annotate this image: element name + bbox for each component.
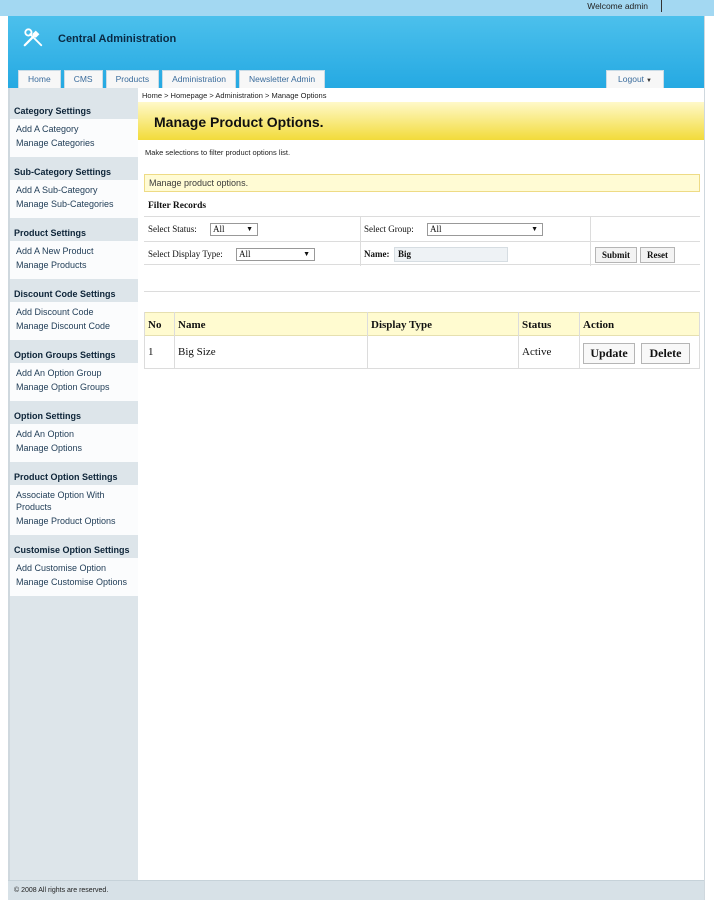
info-text: Manage product options. (149, 178, 249, 188)
filter-panel (144, 192, 700, 268)
sidebar-section-discount (10, 285, 138, 340)
tools-icon (22, 26, 44, 48)
dropdown-arrow-icon: ▼ (531, 225, 538, 233)
column-divider (174, 312, 175, 369)
update-button[interactable]: Update (583, 343, 635, 364)
filter-title: Filter Records (148, 201, 207, 211)
cell-no: 1 (148, 346, 154, 358)
top-strip (0, 0, 714, 16)
sidebar-link-manage-options[interactable]: Manage Options (16, 443, 83, 453)
sidebar-link-manage-discount-code[interactable]: Manage Discount Code (16, 321, 111, 331)
results-table (144, 312, 700, 369)
reset-button[interactable]: Reset (640, 247, 675, 263)
name-label: Name: (364, 249, 390, 259)
column-divider (144, 312, 145, 369)
status-select[interactable] (210, 223, 258, 236)
sidebar-heading: Sub-Category Settings (10, 163, 138, 180)
table-header (144, 312, 700, 336)
app-title: Central Administration (58, 33, 177, 45)
group-select-value: All (430, 224, 442, 234)
column-divider (590, 242, 591, 266)
caret-down-icon: ▼ (646, 78, 652, 84)
info-box (144, 174, 700, 192)
sidebar-section-customise-option (10, 541, 138, 596)
tab-home[interactable]: Home (18, 70, 61, 88)
sidebar-section-product (10, 224, 138, 279)
logout-button[interactable] (606, 70, 664, 88)
group-select[interactable] (427, 223, 543, 236)
sidebar-link-add-option-group[interactable]: Add An Option Group (16, 368, 102, 378)
filter-row (144, 241, 700, 265)
column-divider (579, 312, 580, 369)
tab-cms[interactable]: CMS (64, 70, 103, 88)
status-label: Select Status: (148, 224, 197, 234)
frame-border-right (704, 16, 705, 900)
submit-button[interactable]: Submit (595, 247, 637, 263)
sidebar-link-add-category[interactable]: Add A Category (16, 124, 79, 134)
main-tabs (18, 70, 325, 88)
section-divider (144, 291, 700, 292)
column-divider (518, 312, 519, 369)
copyright-text: © 2008 All rights are reserved. (14, 887, 109, 894)
sidebar-link-manage-sub-categories[interactable]: Manage Sub-Categories (16, 199, 114, 209)
sidebar-heading: Category Settings (10, 88, 138, 119)
table-row (144, 336, 700, 369)
welcome-text: Welcome admin (587, 1, 648, 11)
column-divider (360, 242, 361, 266)
title-band (138, 102, 704, 140)
app-header (8, 16, 704, 88)
display-type-select[interactable] (236, 248, 315, 261)
sidebar-section-option-groups (10, 346, 138, 401)
sidebar-link-manage-product-options[interactable]: Manage Product Options (16, 516, 116, 526)
sidebar-link-add-option[interactable]: Add An Option (16, 429, 75, 439)
cell-status: Active (522, 346, 552, 358)
name-input[interactable]: Big (394, 247, 508, 262)
header-no: No (148, 319, 162, 331)
column-divider (360, 217, 361, 241)
tab-newsletter-admin[interactable]: Newsletter Admin (239, 70, 325, 88)
status-select-value: All (213, 224, 225, 234)
logout-label: Logout (618, 74, 645, 84)
sidebar-section-sub-category (10, 163, 138, 218)
page-title: Manage Product Options. (154, 114, 324, 130)
sidebar-link-add-discount-code[interactable]: Add Discount Code (16, 307, 94, 317)
header-status: Status (522, 319, 552, 331)
sidebar-section-category (10, 88, 138, 157)
sidebar-heading: Option Groups Settings (10, 346, 138, 363)
dropdown-arrow-icon: ▼ (303, 250, 310, 258)
column-divider (590, 217, 591, 241)
welcome-separator (661, 0, 662, 12)
header-display-type: Display Type (371, 319, 433, 331)
header-name: Name (178, 319, 206, 331)
sidebar-link-add-sub-category[interactable]: Add A Sub-Category (16, 185, 98, 195)
sidebar-heading: Product Option Settings (10, 468, 138, 485)
footer (8, 880, 704, 900)
sidebar-link-manage-categories[interactable]: Manage Categories (16, 138, 95, 148)
instructions-text: Make selections to filter product options list. (145, 148, 291, 157)
sidebar-section-option (10, 407, 138, 462)
sidebar-link-add-product[interactable]: Add A New Product (16, 246, 94, 256)
display-type-select-value: All (239, 249, 251, 259)
group-label: Select Group: (364, 224, 414, 234)
sidebar-link-manage-customise-options[interactable]: Manage Customise Options (16, 577, 128, 587)
display-type-label: Select Display Type: (148, 249, 223, 259)
sidebar-heading: Customise Option Settings (10, 541, 138, 558)
delete-button[interactable]: Delete (641, 343, 690, 364)
sidebar-link-add-customise-option[interactable]: Add Customise Option (16, 563, 107, 573)
cell-name: Big Size (178, 346, 216, 358)
dropdown-arrow-icon: ▼ (246, 225, 253, 233)
sidebar-link-manage-products[interactable]: Manage Products (16, 260, 87, 270)
sidebar-link-manage-option-groups[interactable]: Manage Option Groups (16, 382, 110, 392)
filter-row (144, 216, 700, 240)
header-action: Action (583, 319, 615, 331)
sidebar-heading: Option Settings (10, 407, 138, 424)
column-divider (699, 312, 700, 369)
tab-products[interactable]: Products (106, 70, 160, 88)
column-divider (367, 312, 368, 369)
sidebar-link-associate-option[interactable]: Associate Option With Products (16, 490, 105, 512)
tab-administration[interactable]: Administration (162, 70, 236, 88)
sidebar-heading: Discount Code Settings (10, 285, 138, 302)
sidebar-section-product-option (10, 468, 138, 535)
breadcrumb: Home > Homepage > Administration > Manage Options (142, 91, 327, 100)
sidebar-heading: Product Settings (10, 224, 138, 241)
sidebar (10, 88, 138, 880)
